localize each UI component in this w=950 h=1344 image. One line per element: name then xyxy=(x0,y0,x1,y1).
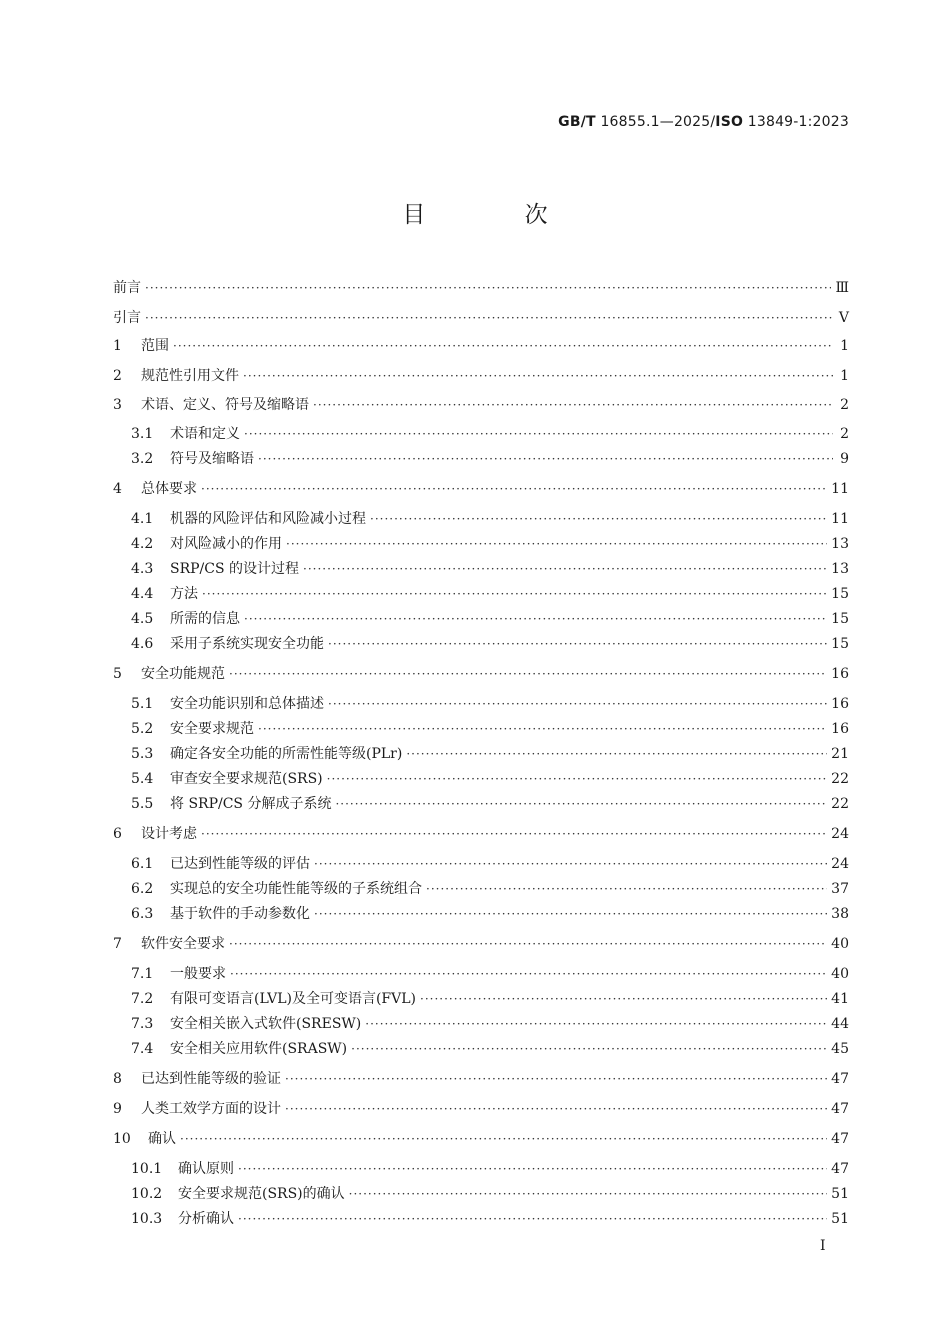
toc-entry-label: 确定各安全功能的所需性能等级(PLr) xyxy=(170,746,403,762)
toc-dot-leader xyxy=(244,422,833,446)
toc-dot-leader xyxy=(351,1037,827,1061)
toc-entry-page: 15 xyxy=(831,636,849,652)
toc-entry-page: 40 xyxy=(831,936,849,952)
toc-dot-leader xyxy=(243,364,833,388)
toc-dot-leader xyxy=(426,877,827,901)
toc-entry[interactable] xyxy=(113,692,849,716)
toc-entry-label: 所需的信息 xyxy=(170,611,240,627)
toc-entry-label: 确认 xyxy=(148,1131,176,1147)
toc-entry-number: 7 xyxy=(113,936,122,952)
standard-code-iso: ISO xyxy=(715,114,744,130)
toc-entry-number: 4.1 xyxy=(131,511,154,527)
toc-entry-label: 审查安全要求规范(SRS) xyxy=(170,771,323,787)
toc-entry-page: Ⅲ xyxy=(835,280,849,296)
toc-entry-page: 16 xyxy=(831,696,849,712)
toc-entry-number: 4.3 xyxy=(131,561,154,577)
toc-dot-leader xyxy=(201,822,827,846)
toc-entry-label: 软件安全要求 xyxy=(141,936,225,952)
toc-dot-leader xyxy=(335,792,827,816)
toc-entry-label: 安全功能识别和总体描述 xyxy=(170,696,324,712)
standard-code-iso-number: 13849-1:2023 xyxy=(743,114,849,130)
toc-dot-leader xyxy=(370,507,827,531)
toc-dot-leader xyxy=(328,692,827,716)
toc-entry-number: 5.4 xyxy=(131,771,154,787)
toc-entry-label: 实现总的安全功能性能等级的子系统组合 xyxy=(170,881,422,897)
toc-entry[interactable] xyxy=(113,447,849,471)
toc-entry[interactable] xyxy=(113,792,849,816)
toc-entry[interactable] xyxy=(113,393,849,417)
toc-entry-page: 13 xyxy=(831,561,849,577)
toc-entry-number: 5.5 xyxy=(131,796,154,812)
toc-entry-page: 2 xyxy=(840,397,849,413)
toc-entry[interactable] xyxy=(113,1097,849,1121)
toc-entry-number: 5.2 xyxy=(131,721,154,737)
toc-entry-number: 6.2 xyxy=(131,881,154,897)
toc-entry[interactable] xyxy=(113,1182,849,1206)
toc-dot-leader xyxy=(202,582,827,606)
toc-entry-number: 1 xyxy=(113,338,122,354)
toc-entry-number: 10 xyxy=(113,1131,131,1147)
toc-entry-number: 6.3 xyxy=(131,906,154,922)
toc-entry[interactable] xyxy=(113,987,849,1011)
toc-entry-page: 51 xyxy=(831,1211,849,1227)
toc-entry-page: 47 xyxy=(831,1161,849,1177)
toc-entry[interactable] xyxy=(113,717,849,741)
toc-dot-leader xyxy=(229,932,827,956)
toc-entry-label: 引言 xyxy=(113,310,141,326)
toc-entry-label: 已达到性能等级的评估 xyxy=(170,856,310,872)
toc-dot-leader xyxy=(238,1207,827,1231)
toc-entry-label: 规范性引用文件 xyxy=(141,368,239,384)
toc-entry[interactable] xyxy=(113,962,849,986)
toc-dot-leader xyxy=(365,1012,827,1036)
toc-entry[interactable] xyxy=(113,1067,849,1091)
toc-entry-page: 13 xyxy=(831,536,849,552)
toc-dot-leader xyxy=(327,767,828,791)
toc-entry[interactable] xyxy=(113,607,849,631)
toc-entry-label: 范围 xyxy=(141,338,169,354)
toc-entry[interactable] xyxy=(113,532,849,556)
toc-entry-page: 24 xyxy=(831,856,849,872)
page-title: 目 次 xyxy=(402,202,594,228)
toc-entry-number: 2 xyxy=(113,368,122,384)
toc-entry-label: SRP/CS 的设计过程 xyxy=(170,561,300,577)
toc-entry-page: 45 xyxy=(831,1041,849,1057)
toc-entry-number: 4.6 xyxy=(131,636,154,652)
toc-entry-page: 1 xyxy=(840,338,849,354)
toc-entry-label: 方法 xyxy=(170,586,198,602)
toc-entry-number: 10.2 xyxy=(131,1186,163,1202)
toc-dot-leader xyxy=(229,662,827,686)
toc-entry-page: 9 xyxy=(840,451,849,467)
toc-entry-number: 4.5 xyxy=(131,611,154,627)
toc-entry-label: 一般要求 xyxy=(170,966,226,982)
toc-entry-page: 15 xyxy=(831,611,849,627)
toc-entry-label: 人类工效学方面的设计 xyxy=(141,1101,281,1117)
toc-entry-label: 术语和定义 xyxy=(170,426,240,442)
toc-entry[interactable] xyxy=(113,632,849,656)
toc-dot-leader xyxy=(420,987,827,1011)
toc-entry[interactable] xyxy=(113,932,849,956)
toc-entry-label: 设计考虑 xyxy=(141,826,197,842)
toc-entry[interactable] xyxy=(113,557,849,581)
toc-entry[interactable] xyxy=(113,276,849,300)
toc-entry-page: 16 xyxy=(831,666,849,682)
toc-entry-number: 4.2 xyxy=(131,536,154,552)
toc-entry-number: 10.3 xyxy=(131,1211,163,1227)
toc-entry-number: 8 xyxy=(113,1071,122,1087)
toc-dot-leader xyxy=(314,902,827,926)
toc-entry-page: 47 xyxy=(831,1071,849,1087)
standard-code-gbt: GB/T xyxy=(558,114,596,130)
toc-entry-label: 将 SRP/CS 分解成子系统 xyxy=(170,796,332,812)
toc-entry-page: 44 xyxy=(831,1016,849,1032)
toc-entry[interactable] xyxy=(113,582,849,606)
toc-entry[interactable] xyxy=(113,742,849,766)
toc-entry-number: 3.2 xyxy=(131,451,154,467)
toc-dot-leader xyxy=(145,276,831,300)
toc-dot-leader xyxy=(286,532,827,556)
toc-entry-number: 3.1 xyxy=(131,426,154,442)
toc-entry[interactable] xyxy=(113,1037,849,1061)
toc-dot-leader xyxy=(285,1067,827,1091)
toc-entry-page: 22 xyxy=(831,771,849,787)
toc-entry[interactable] xyxy=(113,1157,849,1181)
toc-entry-number: 5.1 xyxy=(131,696,154,712)
toc-entry[interactable] xyxy=(113,662,849,686)
toc-entry[interactable] xyxy=(113,364,849,388)
toc-entry-page: 21 xyxy=(831,746,849,762)
toc-entry[interactable] xyxy=(113,422,849,446)
toc-entry-label: 安全要求规范 xyxy=(170,721,254,737)
toc-entry[interactable] xyxy=(113,1012,849,1036)
toc-entry-page: 11 xyxy=(831,481,849,497)
toc-dot-leader xyxy=(314,852,827,876)
toc-dot-leader xyxy=(258,447,833,471)
toc-entry[interactable] xyxy=(113,334,849,358)
toc-entry-label: 安全相关应用软件(SRASW) xyxy=(170,1041,348,1057)
toc-entry-label: 基于软件的手动参数化 xyxy=(170,906,310,922)
toc-dot-leader xyxy=(173,334,833,358)
toc-entry-page: 40 xyxy=(831,966,849,982)
toc-entry[interactable] xyxy=(113,477,849,501)
toc-entry-label: 采用子系统实现安全功能 xyxy=(170,636,324,652)
toc-entry-page: 16 xyxy=(831,721,849,737)
toc-dot-leader xyxy=(230,962,827,986)
toc-entry-page: 1 xyxy=(840,368,849,384)
toc-dot-leader xyxy=(201,477,827,501)
toc-entry[interactable] xyxy=(113,507,849,531)
toc-entry[interactable] xyxy=(113,822,849,846)
toc-dot-leader xyxy=(406,742,827,766)
toc-entry-number: 7.2 xyxy=(131,991,154,1007)
toc-dot-leader xyxy=(244,607,827,631)
toc-entry-label: 已达到性能等级的验证 xyxy=(141,1071,281,1087)
toc-entry-number: 5.3 xyxy=(131,746,154,762)
toc-entry-page: 41 xyxy=(831,991,849,1007)
toc-entry-number: 7.1 xyxy=(131,966,154,982)
toc-entry-page: 22 xyxy=(831,796,849,812)
toc-dot-leader xyxy=(349,1182,828,1206)
toc-entry-number: 5 xyxy=(113,666,122,682)
toc-entry-page: 24 xyxy=(831,826,849,842)
toc-entry-page: Ⅴ xyxy=(838,310,849,326)
toc-entry-page: 38 xyxy=(831,906,849,922)
toc-entry-page: 51 xyxy=(831,1186,849,1202)
toc-dot-leader xyxy=(303,557,827,581)
toc-entry-label: 安全要求规范(SRS)的确认 xyxy=(178,1186,345,1202)
toc-entry-label: 安全相关嵌入式软件(SRESW) xyxy=(170,1016,362,1032)
toc-entry[interactable] xyxy=(113,306,849,330)
toc-entry-number: 6 xyxy=(113,826,122,842)
toc-entry-label: 前言 xyxy=(113,280,141,296)
toc-dot-leader xyxy=(328,632,827,656)
toc-entry-number: 4.4 xyxy=(131,586,154,602)
toc-entry-label: 总体要求 xyxy=(141,481,197,497)
toc-entry-label: 机器的风险评估和风险减小过程 xyxy=(170,511,366,527)
toc-entry-number: 10.1 xyxy=(131,1161,163,1177)
standard-code-number: 16855.1—2025/ xyxy=(595,114,716,130)
toc-dot-leader xyxy=(238,1157,827,1181)
toc-entry-number: 7.4 xyxy=(131,1041,154,1057)
toc-entry-label: 安全功能规范 xyxy=(141,666,225,682)
toc-entry-label: 符号及缩略语 xyxy=(170,451,254,467)
footer-page-number: I xyxy=(820,1238,826,1254)
standard-code-header xyxy=(558,114,849,130)
toc-entry[interactable] xyxy=(113,1127,849,1151)
toc-entry-number: 6.1 xyxy=(131,856,154,872)
toc-entry-label: 术语、定义、符号及缩略语 xyxy=(141,397,309,413)
toc-entry-page: 2 xyxy=(840,426,849,442)
toc-entry-page: 37 xyxy=(831,881,849,897)
toc-entry[interactable] xyxy=(113,1207,849,1231)
toc-entry-label: 对风险减小的作用 xyxy=(170,536,282,552)
toc-dot-leader xyxy=(180,1127,827,1151)
toc-entry-number: 4 xyxy=(113,481,122,497)
toc-dot-leader xyxy=(313,393,833,417)
toc-entry[interactable] xyxy=(113,877,849,901)
toc-entry-number: 9 xyxy=(113,1101,122,1117)
toc-entry-page: 47 xyxy=(831,1131,849,1147)
toc-entry[interactable] xyxy=(113,902,849,926)
toc-dot-leader xyxy=(145,306,833,330)
toc-entry-label: 有限可变语言(LVL)及全可变语言(FVL) xyxy=(170,991,417,1007)
toc-entry-page: 11 xyxy=(831,511,849,527)
toc-entry-label: 分析确认 xyxy=(178,1211,234,1227)
toc-entry-page: 15 xyxy=(831,586,849,602)
toc-entry[interactable] xyxy=(113,852,849,876)
toc-entry-number: 3 xyxy=(113,397,122,413)
toc-entry-page: 47 xyxy=(831,1101,849,1117)
toc-dot-leader xyxy=(285,1097,827,1121)
toc-dot-leader xyxy=(258,717,827,741)
toc-entry-label: 确认原则 xyxy=(178,1161,234,1177)
toc-entry-number: 7.3 xyxy=(131,1016,154,1032)
toc-entry[interactable] xyxy=(113,767,849,791)
